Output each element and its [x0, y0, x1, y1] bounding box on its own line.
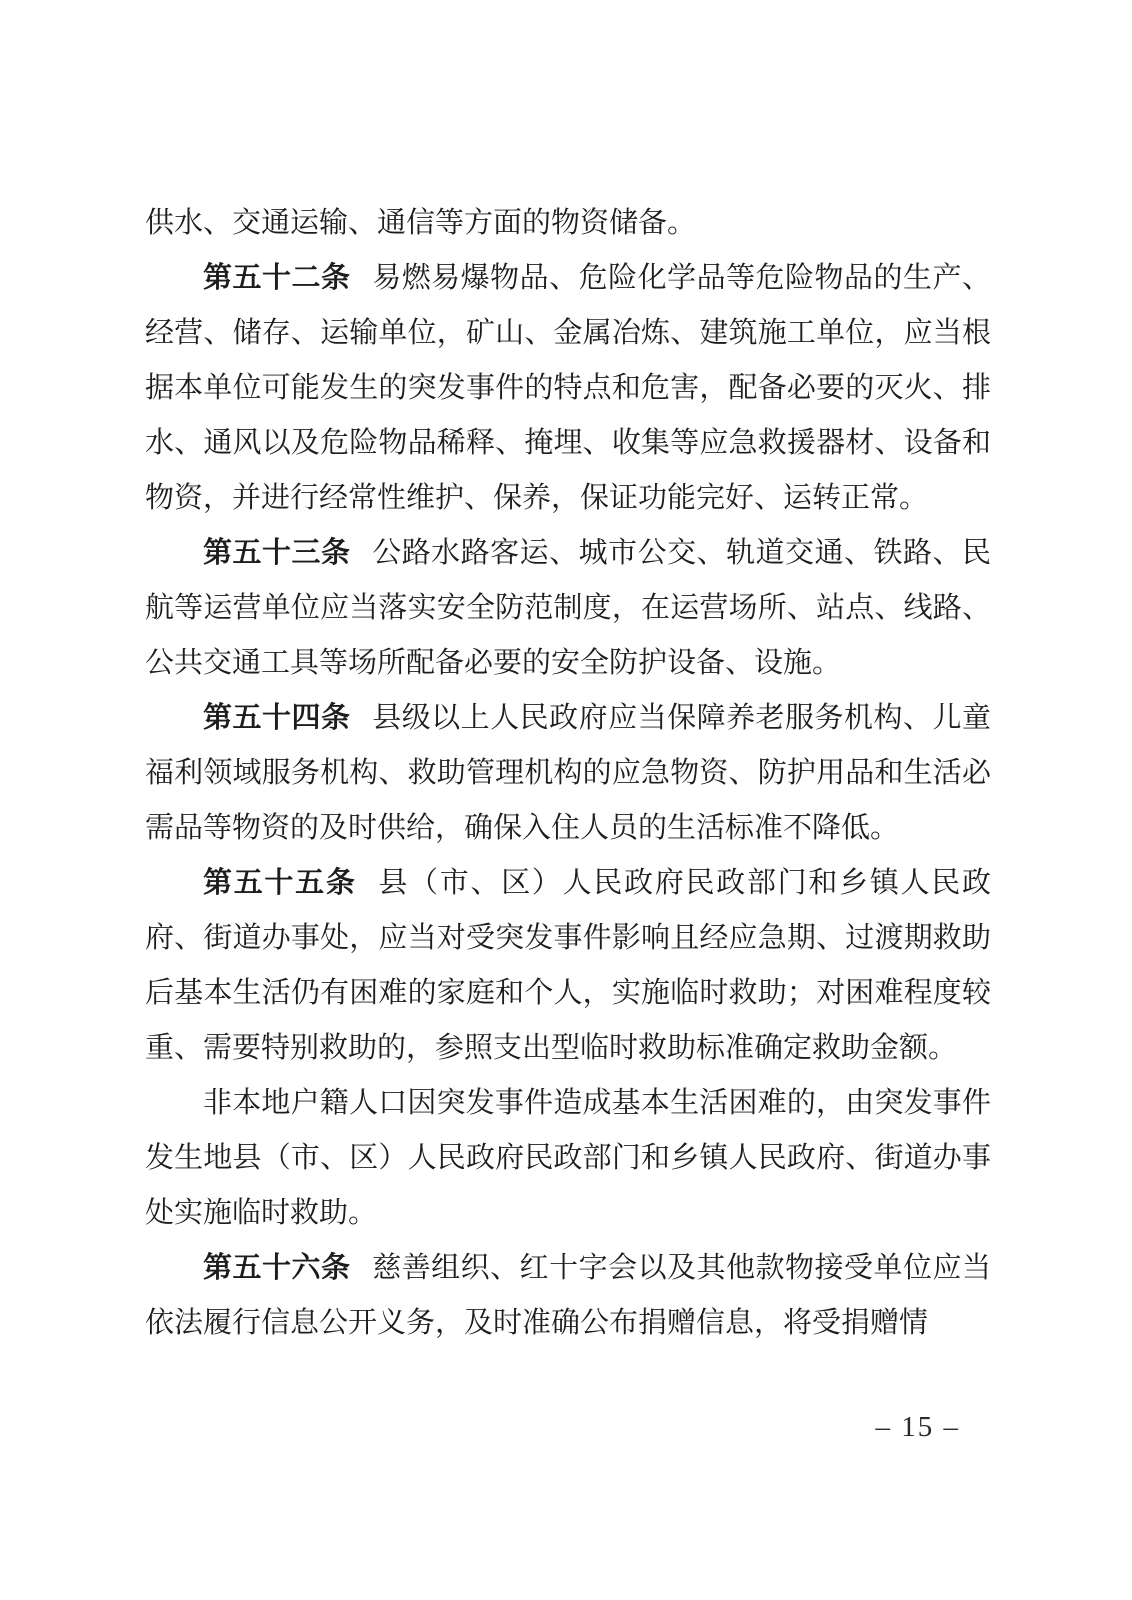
paragraph-text: 公路水路客运、城市公交、轨道交通、铁路、民航等运营单位应当落实安全防范制度，在运营场所、站点、线路、公共交通工具等场所配备必要的安全防护设备、设施。 — [145, 537, 991, 679]
paragraph — [145, 526, 991, 691]
article-number: 第五十六条 — [203, 1252, 351, 1284]
page-number: – 15 – — [875, 1411, 960, 1443]
paragraph — [145, 1076, 991, 1241]
paragraph-text: 非本地户籍人口因突发事件造成基本生活困难的，由突发事件发生地县（市、区）人民政府民政部门和乡镇人民政府、街道办事处实施临时救助。 — [145, 1087, 991, 1229]
paragraph-text: 慈善组织、红十字会以及其他款物接受单位应当依法履行信息公开义务，及时准确公布捐赠信息，将受捐赠情 — [145, 1252, 991, 1339]
paragraph — [145, 251, 991, 526]
document-body — [145, 196, 991, 1351]
paragraph — [145, 856, 991, 1076]
article-number: 第五十二条 — [203, 262, 351, 294]
paragraph-text: 供水、交通运输、通信等方面的物资储备。 — [145, 207, 697, 239]
paragraph-text: 易燃易爆物品、危险化学品等危险物品的生产、经营、储存、运输单位，矿山、金属冶炼、建筑施工单位，应当根据本单位可能发生的突发事件的特点和危害，配备必要的灭火、排水、通风以及危险物品稀释、掩埋、收集等应急救援器材、设备和物资，并进行经常性维护、保养，保证功能完好、运转正常。 — [145, 262, 991, 514]
article-number: 第五十四条 — [203, 702, 351, 734]
paragraph — [145, 691, 991, 856]
paragraph — [145, 1241, 991, 1351]
paragraph — [145, 196, 991, 251]
paragraph-text: 县（市、区）人民政府民政部门和乡镇人民政府、街道办事处，应当对受突发事件影响且经应急期、过渡期救助后基本生活仍有困难的家庭和个人，实施临时救助；对困难程度较重、需要特别救助的，参照支出型临时救助标准确定救助金额。 — [145, 867, 991, 1064]
paragraph-text: 县级以上人民政府应当保障养老服务机构、儿童福利领域服务机构、救助管理机构的应急物资、防护用品和生活必需品等物资的及时供给，确保入住人员的生活标准不降低。 — [145, 702, 991, 844]
article-number: 第五十三条 — [203, 537, 351, 569]
article-number: 第五十五条 — [203, 867, 357, 899]
